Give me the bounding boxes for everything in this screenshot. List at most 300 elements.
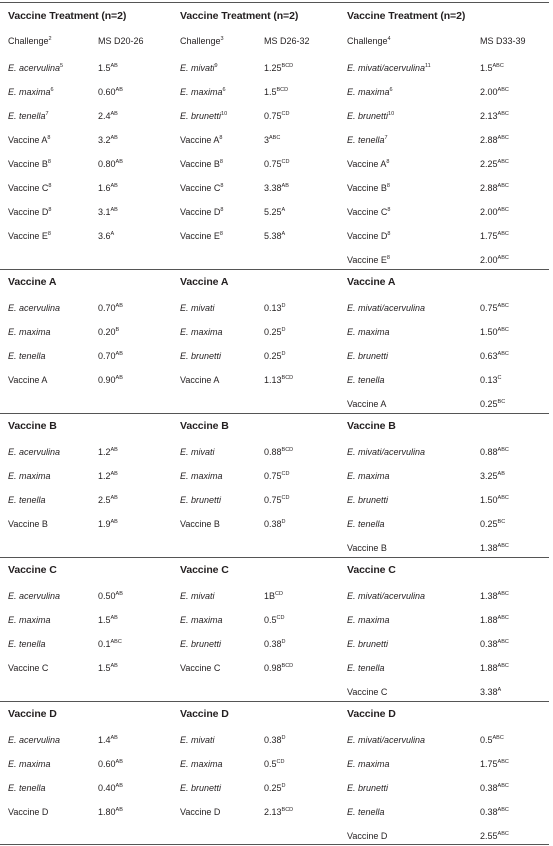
ms-number: 1.2 xyxy=(98,471,111,481)
challenge-name xyxy=(180,302,215,314)
section-title: Vaccine D xyxy=(180,708,229,720)
ms-value xyxy=(480,230,509,242)
significance-letters: A xyxy=(110,231,115,237)
challenge-name xyxy=(180,158,223,170)
significance-letters: AB xyxy=(110,495,118,501)
ms-value xyxy=(98,110,118,122)
challenge-name xyxy=(8,638,46,650)
significance-letters: AB xyxy=(115,759,123,765)
challenge-label: Vaccine C xyxy=(8,663,49,673)
ms-value xyxy=(480,158,509,170)
footnote-marker: 8 xyxy=(48,207,52,213)
challenge-label: E. maxima xyxy=(180,615,223,625)
significance-letters: A xyxy=(497,687,502,693)
ms-value xyxy=(480,302,509,314)
challenge-name xyxy=(180,758,223,770)
column-header-3: Vaccine Treatment (n=2) xyxy=(347,10,466,22)
ms-value xyxy=(264,86,288,98)
significance-letters: D xyxy=(281,519,286,525)
ms-number: 3.38 xyxy=(480,687,498,697)
footnote-marker: 8 xyxy=(220,183,224,189)
ms-number: 1.5 xyxy=(98,615,111,625)
ms-number: 3 xyxy=(264,135,270,145)
challenge-name xyxy=(8,446,60,458)
ms-number: 1.75 xyxy=(480,231,498,241)
significance-letters: ABC xyxy=(110,639,122,645)
footnote-marker: 10 xyxy=(388,111,395,117)
challenge-label: E. maxima xyxy=(8,759,51,769)
ms-value xyxy=(264,662,293,674)
challenge-name xyxy=(8,590,60,602)
challenge-label: E. tenella xyxy=(8,783,46,793)
footnote-marker: 7 xyxy=(384,135,388,141)
challenge-name xyxy=(180,110,227,122)
ms-value xyxy=(264,782,286,794)
challenge-name xyxy=(180,662,220,674)
ms-value xyxy=(98,494,118,506)
challenge-name xyxy=(8,134,50,146)
challenge-name xyxy=(8,182,51,194)
ms-value xyxy=(480,374,502,386)
ms-number: 0.98 xyxy=(264,663,282,673)
challenge-name xyxy=(347,110,394,122)
ms-number: 0.75 xyxy=(264,471,282,481)
significance-letters: ABC xyxy=(497,111,509,117)
ms-number: 1.38 xyxy=(480,543,498,553)
challenge-name xyxy=(180,134,222,146)
ms-number: 0.5 xyxy=(264,759,277,769)
challenge-name xyxy=(347,302,425,314)
challenge-label: E. mivati/acervulina xyxy=(347,591,426,601)
ms-number: 3.2 xyxy=(98,135,111,145)
challenge-label: Vaccine A xyxy=(8,135,48,145)
significance-letters: AB xyxy=(281,183,289,189)
ms-number: 0.13 xyxy=(264,303,282,313)
column-header-2: Vaccine Treatment (n=2) xyxy=(180,10,299,22)
footnote-marker: 8 xyxy=(47,159,51,165)
significance-letters: D xyxy=(281,351,286,357)
significance-letters: AB xyxy=(497,471,505,477)
ms-number: 3.38 xyxy=(264,183,282,193)
footnote-marker: 8 xyxy=(219,135,223,141)
challenge-name xyxy=(347,374,385,386)
ms-number: 2.00 xyxy=(480,255,498,265)
significance-letters: AB xyxy=(110,135,118,141)
challenge-label: E. maxima xyxy=(180,87,223,97)
ms-number: 1.2 xyxy=(98,447,111,457)
challenge-name xyxy=(347,62,431,74)
ms-value xyxy=(264,62,293,74)
challenge-label: E. tenella xyxy=(8,351,46,361)
challenge-label: E. tenella xyxy=(8,495,46,505)
ms-value xyxy=(98,374,123,386)
challenge-label: E. acervulina xyxy=(8,591,61,601)
ms-value xyxy=(480,134,509,146)
ms-value xyxy=(98,758,123,770)
ms-number: 1.38 xyxy=(480,591,498,601)
ms-number: 0.38 xyxy=(480,783,498,793)
challenge-name xyxy=(347,614,390,626)
ms-value xyxy=(480,614,509,626)
footnote-marker: 8 xyxy=(219,159,223,165)
ms-number: 1.88 xyxy=(480,615,498,625)
ms-number: 1.5 xyxy=(480,63,493,73)
challenge-name xyxy=(8,206,51,218)
challenge-name xyxy=(347,518,385,530)
challenge-label: E. maxima xyxy=(8,471,51,481)
challenge-name xyxy=(8,110,49,122)
ms-number: 1.4 xyxy=(98,735,111,745)
ms-value xyxy=(264,590,283,602)
significance-letters: AB xyxy=(110,519,118,525)
challenge-label: Vaccine A xyxy=(347,399,387,409)
challenge-name xyxy=(180,518,220,530)
challenge-name xyxy=(180,782,221,794)
challenge-label: E. mivati xyxy=(180,447,215,457)
challenge-name xyxy=(8,782,46,794)
significance-letters: ABC xyxy=(497,495,509,501)
challenge-label: E. brunetti xyxy=(347,639,389,649)
challenge-label: E. tenella xyxy=(347,135,385,145)
challenge-name xyxy=(347,446,425,458)
significance-letters: AB xyxy=(115,351,123,357)
ms-value xyxy=(98,134,118,146)
significance-letters: ABC xyxy=(497,207,509,213)
ms-value xyxy=(264,158,289,170)
ms-value xyxy=(480,662,509,674)
challenge-label: E. brunetti xyxy=(180,495,222,505)
significance-letters: AB xyxy=(110,663,118,669)
significance-letters: ABC xyxy=(497,663,509,669)
footnote-marker: 8 xyxy=(220,207,224,213)
ms-value xyxy=(480,182,509,194)
challenge-label: E. mivati xyxy=(180,591,215,601)
footnote-marker: 8 xyxy=(47,231,51,237)
ms-number: 2.5 xyxy=(98,495,111,505)
challenge-label: Vaccine A xyxy=(8,375,48,385)
challenge-name xyxy=(8,494,46,506)
ms-number: 0.20 xyxy=(98,327,116,337)
ms-number: 1.5 xyxy=(98,663,111,673)
challenge-label: Vaccine D xyxy=(8,207,49,217)
significance-letters: ABC xyxy=(497,639,509,645)
challenge-label: Vaccine C xyxy=(347,687,388,697)
ms-value xyxy=(264,350,286,362)
ms-value xyxy=(264,134,280,146)
challenge-name xyxy=(180,446,215,458)
significance-letters: A xyxy=(281,231,286,237)
challenge-label: E. tenella xyxy=(8,111,46,121)
challenge-name xyxy=(180,230,223,242)
ms-header-2: MS D26-32 xyxy=(264,36,310,46)
ms-value xyxy=(264,446,293,458)
section-title: Vaccine C xyxy=(180,564,229,576)
challenge-name xyxy=(347,326,390,338)
ms-number: 1B xyxy=(264,591,276,601)
significance-letters: BCD xyxy=(281,447,294,453)
challenge-name xyxy=(8,230,51,242)
ms-value xyxy=(480,758,509,770)
ms-value xyxy=(480,734,504,746)
ms-value xyxy=(480,782,509,794)
section-divider xyxy=(0,269,549,270)
ms-value xyxy=(98,734,118,746)
significance-letters: ABC xyxy=(497,159,509,165)
challenge-name xyxy=(347,638,388,650)
challenge-name xyxy=(8,734,60,746)
ms-number: 0.88 xyxy=(264,447,282,457)
challenge-label: E. mivati xyxy=(180,63,215,73)
challenge-label: Vaccine A xyxy=(180,135,220,145)
challenge-name xyxy=(347,734,425,746)
ms-value xyxy=(480,206,509,218)
ms-value xyxy=(480,62,504,74)
significance-letters: C xyxy=(497,375,502,381)
significance-letters: AB xyxy=(110,183,118,189)
ms-number: 0.38 xyxy=(264,639,282,649)
challenge-label: E. maxima xyxy=(8,87,51,97)
ms-value xyxy=(264,758,284,770)
challenge-label: Vaccine B xyxy=(180,159,220,169)
ms-number: 2.55 xyxy=(480,831,498,841)
significance-letters: D xyxy=(281,639,286,645)
challenge-label: Vaccine C xyxy=(8,183,49,193)
challenge-label: E. mivati/acervulina xyxy=(347,447,426,457)
significance-letters: ABC xyxy=(497,327,509,333)
significance-letters: ABC xyxy=(497,87,509,93)
ms-value xyxy=(480,254,509,266)
ms-value xyxy=(98,326,119,338)
challenge-label: E. acervulina xyxy=(8,63,61,73)
challenge-name xyxy=(8,374,47,386)
ms-number: 0.25 xyxy=(480,519,498,529)
footnote-marker: 8 xyxy=(386,159,390,165)
challenge-name xyxy=(180,182,223,194)
ms-number: 0.38 xyxy=(264,519,282,529)
footnote-marker: 8 xyxy=(387,231,391,237)
significance-letters: AB xyxy=(115,591,123,597)
challenge-label: E. tenella xyxy=(8,639,46,649)
ms-number: 2.4 xyxy=(98,111,111,121)
challenge-label: E. maxima xyxy=(180,471,223,481)
ms-value xyxy=(480,350,509,362)
challenge-label: Vaccine E xyxy=(347,255,387,265)
challenge-label: Vaccine B xyxy=(8,519,48,529)
ms-value xyxy=(264,494,289,506)
ms-number: 0.25 xyxy=(264,327,282,337)
significance-letters: BCD xyxy=(281,663,294,669)
challenge-label: Vaccine C xyxy=(180,663,221,673)
ms-header-3: MS D33-39 xyxy=(480,36,526,46)
significance-letters: BCD xyxy=(281,63,294,69)
ms-value xyxy=(480,446,509,458)
challenge-name xyxy=(180,614,223,626)
ms-number: 0.60 xyxy=(98,759,116,769)
footnote-marker: 8 xyxy=(386,255,390,261)
ms-value xyxy=(264,182,289,194)
ms-number: 2.00 xyxy=(480,87,498,97)
ms-number: 0.25 xyxy=(264,351,282,361)
ms-value xyxy=(480,398,505,410)
significance-letters: AB xyxy=(115,303,123,309)
challenge-name xyxy=(347,470,390,482)
challenge-label: E. brunetti xyxy=(180,111,222,121)
ms-value xyxy=(480,494,509,506)
ms-number: 1.25 xyxy=(264,63,282,73)
ms-value xyxy=(98,446,118,458)
challenge-name xyxy=(8,662,48,674)
significance-letters: ABC xyxy=(497,543,509,549)
ms-header-1: MS D20-26 xyxy=(98,36,144,46)
footnote-marker: 8 xyxy=(219,231,223,237)
significance-letters: AB xyxy=(115,783,123,789)
ms-number: 0.75 xyxy=(264,495,282,505)
challenge-label: Vaccine B xyxy=(180,519,220,529)
challenge-label: Vaccine D xyxy=(8,807,49,817)
challenge-label: E. brunetti xyxy=(180,351,222,361)
bottom-rule xyxy=(0,844,549,845)
ms-value xyxy=(98,350,123,362)
challenge-label: Vaccine A xyxy=(347,159,387,169)
challenge-name xyxy=(347,830,387,842)
ms-value xyxy=(98,518,118,530)
section-title: Vaccine B xyxy=(347,420,396,432)
significance-letters: ABC xyxy=(497,351,509,357)
significance-letters: ABC xyxy=(492,735,504,741)
challenge-name xyxy=(8,806,48,818)
ms-value xyxy=(480,326,509,338)
challenge-name xyxy=(8,62,63,74)
significance-letters: D xyxy=(281,303,286,309)
ms-number: 3.1 xyxy=(98,207,111,217)
significance-letters: CD xyxy=(275,591,283,597)
footnote-marker: 9 xyxy=(214,63,218,69)
ms-value xyxy=(480,806,509,818)
challenge-label: Vaccine D xyxy=(347,831,388,841)
challenge-label: Vaccine E xyxy=(8,231,48,241)
ms-value xyxy=(98,614,118,626)
ms-value xyxy=(480,830,509,842)
significance-letters: AB xyxy=(110,615,118,621)
challenge-label: Vaccine B xyxy=(347,183,387,193)
challenge-label: Vaccine C xyxy=(347,207,388,217)
challenge-label: Vaccine D xyxy=(180,207,221,217)
challenge-header-1: Challenge$^2$ xyxy=(8,36,52,46)
challenge-name xyxy=(180,350,221,362)
ms-value xyxy=(480,542,509,554)
ms-value xyxy=(264,638,286,650)
challenge-name xyxy=(180,638,221,650)
challenge-label: E. maxima xyxy=(8,615,51,625)
ms-number: 1.88 xyxy=(480,663,498,673)
significance-letters: AB xyxy=(115,87,123,93)
ms-number: 0.80 xyxy=(98,159,116,169)
significance-letters: AB xyxy=(110,447,118,453)
ms-number: 0.50 xyxy=(98,591,116,601)
challenge-name xyxy=(347,806,385,818)
ms-value xyxy=(98,62,118,74)
challenge-name xyxy=(347,350,388,362)
challenge-label: Vaccine C xyxy=(180,183,221,193)
ms-number: 0.25 xyxy=(264,783,282,793)
significance-letters: CD xyxy=(281,111,290,117)
challenge-label: Vaccine B xyxy=(347,543,387,553)
footnote-marker: 8 xyxy=(386,183,390,189)
ms-number: 1.9 xyxy=(98,519,111,529)
challenge-header-2: Challenge$^3$ xyxy=(180,36,224,46)
challenge-label: E. tenella xyxy=(347,807,385,817)
challenge-name xyxy=(8,86,54,98)
ms-value xyxy=(98,206,118,218)
ms-number: 0.25 xyxy=(480,399,498,409)
ms-value xyxy=(264,326,286,338)
challenge-name xyxy=(347,398,386,410)
challenge-label: E. maxima xyxy=(347,759,390,769)
significance-letters: BCD xyxy=(276,87,289,93)
ms-value xyxy=(480,638,509,650)
ms-number: 1.75 xyxy=(480,759,498,769)
ms-value xyxy=(98,590,123,602)
ms-number: 1.5 xyxy=(98,63,111,73)
challenge-label: E. maxima xyxy=(347,615,390,625)
significance-letters: ABC xyxy=(497,183,509,189)
challenge-name xyxy=(347,542,387,554)
challenge-label: E. mivati/acervulina xyxy=(347,735,426,745)
ms-value xyxy=(98,230,114,242)
ms-number: 0.5 xyxy=(480,735,493,745)
challenge-name xyxy=(180,494,221,506)
challenge-name xyxy=(8,518,48,530)
ms-value xyxy=(98,158,123,170)
significance-letters: ABC xyxy=(497,255,509,261)
challenge-label: E. maxima xyxy=(180,327,223,337)
ms-value xyxy=(98,302,123,314)
ms-value xyxy=(98,470,118,482)
ms-number: 1.6 xyxy=(98,183,111,193)
ms-number: 1.13 xyxy=(264,375,282,385)
ms-number: 3.25 xyxy=(480,471,498,481)
challenge-label: Vaccine D xyxy=(347,231,388,241)
challenge-label: Vaccine D xyxy=(180,807,221,817)
challenge-label: E. brunetti xyxy=(347,783,389,793)
challenge-name xyxy=(8,158,51,170)
significance-letters: D xyxy=(281,735,286,741)
ms-value xyxy=(264,518,286,530)
ms-value xyxy=(264,230,285,242)
significance-letters: CD xyxy=(276,615,285,621)
challenge-label: E. brunetti xyxy=(347,351,389,361)
challenge-header-3: Challenge$^4$ xyxy=(347,36,391,46)
ms-number: 0.88 xyxy=(480,447,498,457)
significance-letters: ABC xyxy=(497,831,509,837)
ms-value xyxy=(98,662,118,674)
section-title: Vaccine D xyxy=(8,708,57,720)
significance-letters: AB xyxy=(110,735,118,741)
significance-letters: ABC xyxy=(497,615,509,621)
ms-value xyxy=(480,86,509,98)
challenge-label: E. tenella xyxy=(347,375,385,385)
significance-letters: ABC xyxy=(497,303,509,309)
section-title: Vaccine A xyxy=(180,276,229,288)
challenge-name xyxy=(180,206,223,218)
challenge-name xyxy=(347,134,388,146)
challenge-label: E. tenella xyxy=(347,519,385,529)
ms-number: 1.50 xyxy=(480,327,498,337)
ms-number: 2.25 xyxy=(480,159,498,169)
challenge-name xyxy=(8,614,51,626)
challenge-label: E. acervulina xyxy=(8,447,61,457)
footnote-marker: 8 xyxy=(47,135,51,141)
